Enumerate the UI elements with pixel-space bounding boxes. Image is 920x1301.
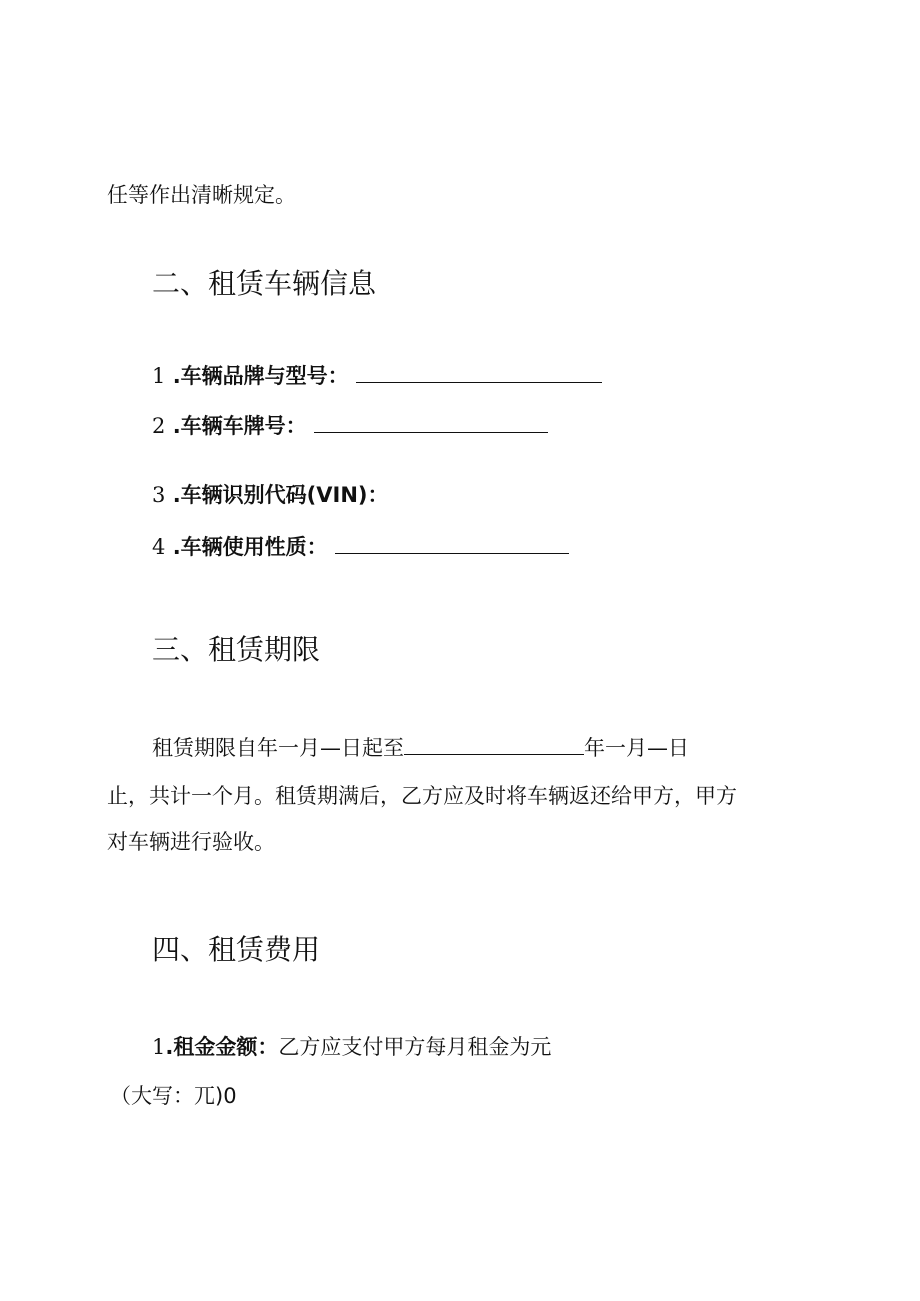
item-label: .车辆车牌号： xyxy=(172,414,307,438)
item-number: 1 xyxy=(152,364,166,388)
fill-in-blank[interactable] xyxy=(404,732,584,755)
item-label: .车辆识别代码(VIN)： xyxy=(172,483,389,507)
intro-text: 任等作出清晰规定。 xyxy=(107,183,296,207)
lease-term-line-3: 对车辆进行验收。 xyxy=(107,830,275,854)
lease-term-line-1 xyxy=(152,732,689,762)
item-number: 1 xyxy=(152,1035,166,1059)
rent-amount-text: 乙方应支付甲方每月租金为元 xyxy=(278,1035,552,1059)
fill-in-blank[interactable] xyxy=(335,531,569,554)
vehicle-usage-row xyxy=(152,531,569,561)
vehicle-brand-model-row xyxy=(152,360,602,390)
section-heading-lease-fee: 四、租赁费用 xyxy=(152,933,321,966)
rent-amount-uppercase: （大写：兀)0 xyxy=(110,1084,237,1108)
item-label: .租金金额： xyxy=(165,1035,279,1059)
item-number: 3 xyxy=(152,483,166,507)
rent-amount-row xyxy=(152,1033,551,1061)
vehicle-plate-row xyxy=(152,410,548,440)
lease-term-line-2: 止，共计一个月。租赁期满后，乙方应及时将车辆返还给甲方，甲方 xyxy=(107,784,737,808)
item-number: 2 xyxy=(152,414,166,438)
lease-term-end: 年一月—日 xyxy=(584,736,689,760)
lease-term-start: 租赁期限自年一月—日起至 xyxy=(152,736,404,760)
fill-in-blank[interactable] xyxy=(356,360,602,383)
section-heading-vehicle-info: 二、租赁车辆信息 xyxy=(152,267,377,300)
item-number: 4 xyxy=(152,535,166,559)
vehicle-vin-row xyxy=(152,481,389,509)
section-heading-lease-term: 三、租赁期限 xyxy=(152,633,321,666)
fill-in-blank[interactable] xyxy=(314,410,548,433)
item-label: .车辆使用性质： xyxy=(172,535,328,559)
item-label: .车辆品牌与型号： xyxy=(172,364,349,388)
